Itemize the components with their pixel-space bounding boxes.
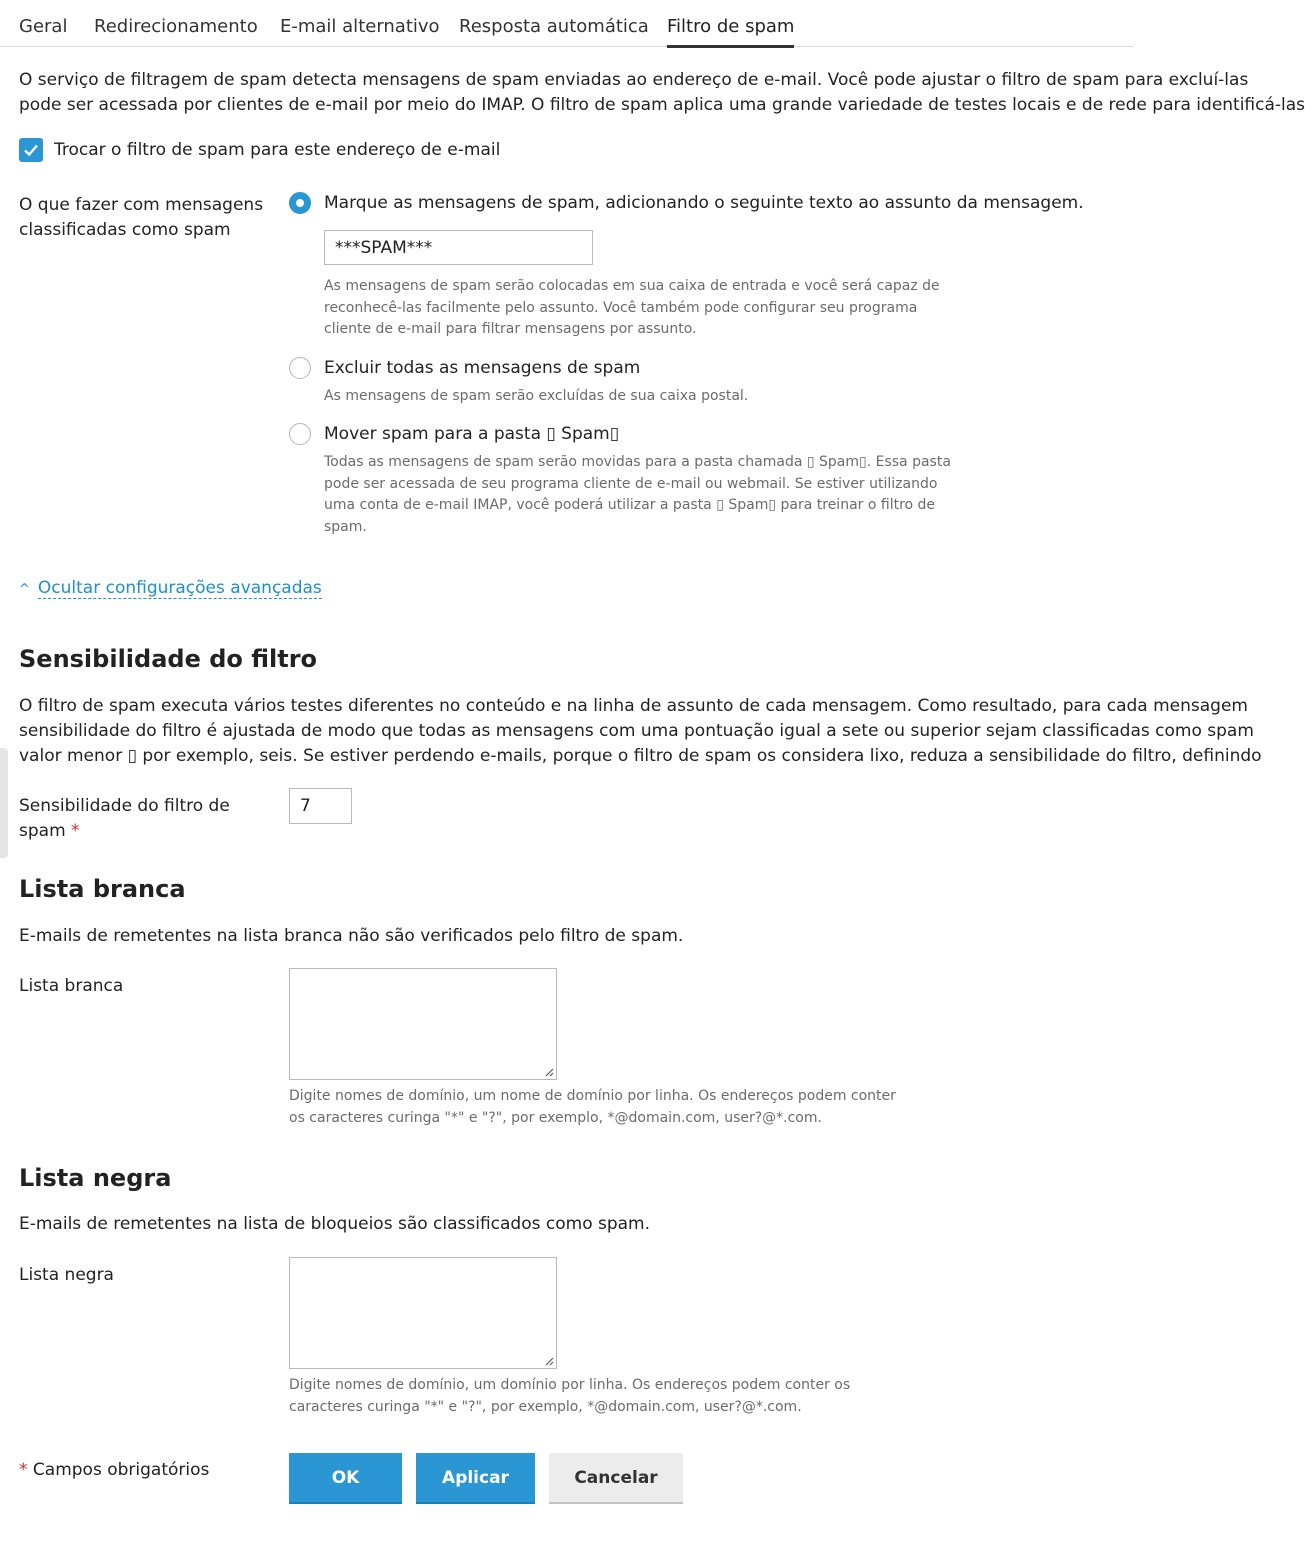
- sensitivity-desc-line-1: O filtro de spam executa vários testes diferentes no conteúdo e na linha de assunto de cada mensagem. Como resultado, para cada mensagem: [19, 696, 1248, 716]
- required-fields-note: * Campos obrigatórios: [19, 1460, 210, 1480]
- blacklist-field-label: Lista negra: [19, 1265, 114, 1285]
- tab-bar: [0, 0, 1133, 47]
- side-panel-handle[interactable]: [0, 748, 8, 858]
- spam-subject-tag-input[interactable]: [324, 230, 593, 265]
- tab-alternate-email[interactable]: E-mail alternativo: [280, 16, 440, 37]
- cancel-button[interactable]: Cancelar: [549, 1453, 683, 1502]
- ok-button[interactable]: OK: [289, 1453, 402, 1502]
- tab-general[interactable]: Geral: [19, 16, 68, 37]
- whitelist-desc: E-mails de remetentes na lista branca não são verificados pelo filtro de spam.: [19, 926, 684, 946]
- sensitivity-field-label-line-1: Sensibilidade do filtro de: [19, 796, 230, 816]
- radio-move-spam-label[interactable]: Mover spam para a pasta ▯ Spam▯: [324, 424, 620, 444]
- required-asterisk: *: [71, 821, 80, 841]
- intro-text-line-1: O serviço de filtragem de spam detecta mensagens de spam enviadas ao endereço de e-mail. Você pode ajustar o filtro de spam para excluí-las: [19, 70, 1249, 90]
- spam-action-label-line-2: classificadas como spam: [19, 220, 231, 240]
- move-spam-hint: Todas as mensagens de spam serão movidas para a pasta chamada ▯ Spam▯. Essa pasta pode ser acessada de seu programa cliente de e-mail ou webmail. Se estiver utilizando uma conta de e-mail IMAP, você poderá utilizar a pasta ▯ Spam▯ para treinar o filtro de spam.: [324, 454, 951, 535]
- apply-button[interactable]: Aplicar: [416, 1453, 535, 1502]
- radio-delete-spam-label[interactable]: Excluir todas as mensagens de spam: [324, 358, 641, 378]
- whitelist-field-label: Lista branca: [19, 976, 124, 996]
- spam-filter-checkbox[interactable]: [19, 138, 43, 162]
- resize-handle-icon[interactable]: [544, 1356, 554, 1366]
- sensitivity-desc-line-3: valor menor ▯ por exemplo, seis. Se estiver perdendo e-mails, porque o filtro de spam os considera lixo, reduza a sensibilidade do filtro, definindo: [19, 746, 1262, 766]
- blacklist-heading: Lista negra: [19, 1164, 172, 1192]
- delete-spam-hint: As mensagens de spam serão excluídas de sua caixa postal.: [324, 388, 749, 404]
- radio-mark-spam[interactable]: [289, 192, 311, 214]
- tab-auto-reply[interactable]: Resposta automática: [459, 16, 649, 37]
- sensitivity-input[interactable]: [289, 788, 352, 824]
- sensitivity-desc-line-2: sensibilidade do filtro é ajustada de modo que todas as mensagens com uma pontuação igual a sete ou superior sejam classificadas como spam: [19, 721, 1254, 741]
- spam-action-label-line-1: O que fazer com mensagens: [19, 195, 264, 215]
- blacklist-desc: E-mails de remetentes na lista de bloqueios são classificados como spam.: [19, 1214, 651, 1234]
- hide-advanced-settings-link[interactable]: ^ Ocultar configurações avançadas: [19, 578, 322, 598]
- radio-mark-spam-label[interactable]: Marque as mensagens de spam, adicionando o seguinte texto ao assunto da mensagem.: [324, 193, 1084, 213]
- whitelist-heading: Lista branca: [19, 875, 186, 903]
- blacklist-hint: Digite nomes de domínio, um domínio por linha. Os endereços podem conter os caracteres curinga "*" e "?", por exemplo, *@domain.com, user?@*.com.: [289, 1377, 851, 1415]
- resize-handle-icon[interactable]: [544, 1067, 554, 1077]
- chevron-up-icon: ^: [19, 582, 30, 597]
- blacklist-textarea[interactable]: [289, 1257, 557, 1369]
- whitelist-hint: Digite nomes de domínio, um nome de domínio por linha. Os endereços podem conter os caracteres curinga "*" e "?", por exemplo, *@domain.com, user?@*.com.: [289, 1088, 896, 1126]
- sensitivity-heading: Sensibilidade do filtro: [19, 645, 318, 673]
- checkmark-icon: [22, 141, 40, 159]
- sensitivity-field-label-line-2: spam *: [19, 821, 80, 841]
- mark-spam-hint: As mensagens de spam serão colocadas em sua caixa de entrada e você será capaz de reconhecê-las facilmente pelo assunto. Você também pode configurar seu programa cliente de e-mail para filtrar mensagens por assunto.: [324, 278, 940, 337]
- tab-forwarding[interactable]: Redirecionamento: [94, 16, 258, 37]
- radio-delete-spam[interactable]: [289, 357, 311, 379]
- tab-spam-filter[interactable]: Filtro de spam: [667, 16, 794, 48]
- spam-filter-checkbox-label[interactable]: Trocar o filtro de spam para este endereço de e-mail: [54, 140, 501, 160]
- radio-move-spam[interactable]: [289, 423, 311, 445]
- intro-text-line-2: pode ser acessada por clientes de e-mail por meio do IMAP. O filtro de spam aplica uma grande variedade de testes locais e de rede para identificá-las: [19, 95, 1305, 115]
- whitelist-textarea[interactable]: [289, 968, 557, 1080]
